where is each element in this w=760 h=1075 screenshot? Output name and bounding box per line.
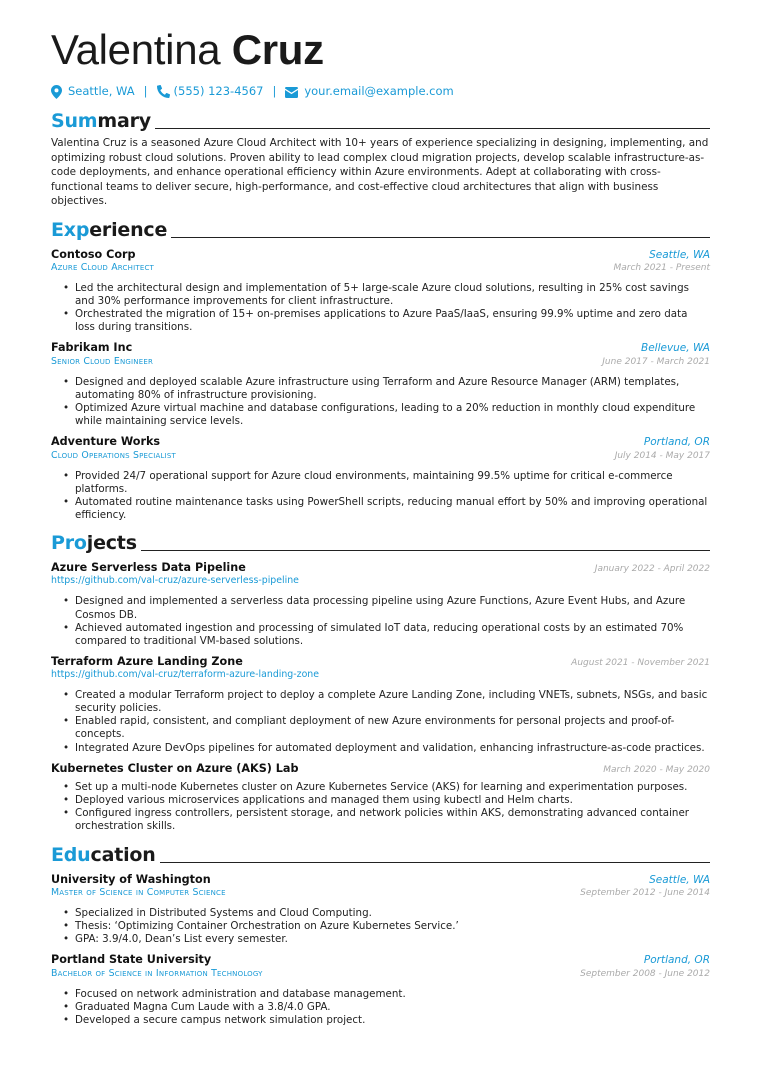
list-item: • Designed and implemented a serverless data processing pipeline using Azure Functions, Azure Event Hubs, and Azure Cosmos DB.	[75, 595, 710, 621]
entry-location: Portland, OR	[643, 436, 710, 449]
list-item: • Provided 24/7 operational support for Azure cloud environments, maintaining 99.5% uptime for critical e-commerce platforms.	[75, 470, 710, 496]
project-entry	[51, 560, 710, 648]
section-title: Summary	[51, 110, 151, 132]
entry-dates: July 2014 - May 2017	[614, 450, 710, 461]
list-item: • Configured ingress controllers, persistent storage, and network policies within AKS, demonstrating advanced container orchestration skills.	[75, 807, 710, 833]
map-marker-icon	[51, 85, 63, 99]
experience-section	[51, 219, 710, 522]
location-text: Seattle, WA	[68, 84, 135, 99]
list-item: • Created a modular Terraform project to deploy a complete Azure Landing Zone, including VNETs, subnets, NSGs, and basic security policies.	[75, 689, 710, 715]
job-title: Senior Cloud Engineer	[51, 355, 154, 367]
job-title: Cloud Operations Specialist	[51, 449, 176, 461]
list-item: • Automated routine maintenance tasks using PowerShell scripts, reducing manual effort by 50% and improving operational efficiency.	[75, 496, 710, 522]
section-rule	[171, 237, 710, 238]
contact-line	[51, 84, 710, 100]
entry-location: Bellevue, WA	[640, 342, 710, 355]
entry-dates: March 2021 - Present	[613, 262, 710, 273]
list-item: • Thesis: ‘Optimizing Container Orchestration on Azure Kubernetes Service.’	[75, 920, 710, 933]
project-name: Azure Serverless Data Pipeline	[51, 560, 246, 574]
experience-entry	[51, 247, 710, 335]
projects-section	[51, 532, 710, 834]
phone-text[interactable]: (555) 123-4567	[173, 84, 264, 99]
bullet-list	[51, 376, 710, 428]
list-item: • Orchestrated the migration of 15+ on-premises applications to Azure PaaS/IaaS, ensuring 99.9% uptime and zero data loss during transitions.	[75, 308, 710, 334]
project-entry	[51, 654, 710, 755]
school-name: Portland State University	[51, 953, 212, 967]
list-item: • Developed a secure campus network simulation project.	[75, 1014, 710, 1027]
contact-location	[51, 84, 135, 100]
degree-name: Master of Science in Computer Science	[51, 886, 226, 898]
company-name: Fabrikam Inc	[51, 341, 133, 355]
project-name: Kubernetes Cluster on Azure (AKS) Lab	[51, 761, 299, 775]
bullet-list	[51, 282, 710, 334]
bullet-list	[51, 781, 710, 833]
bullet-list	[51, 470, 710, 522]
list-item: • Enabled rapid, consistent, and compliant deployment of new Azure environments for personal projects and proof-of-concepts.	[75, 715, 710, 741]
section-rule	[141, 550, 710, 551]
education-section	[51, 844, 710, 1027]
resume-page	[51, 24, 710, 1027]
contact-separator: |	[143, 84, 148, 99]
entry-dates: June 2017 - March 2021	[602, 356, 710, 367]
list-item: • Focused on network administration and database management.	[75, 988, 710, 1001]
entry-dates: March 2020 - May 2020	[603, 764, 710, 775]
email-link[interactable]: your.email@example.com	[304, 84, 454, 99]
section-heading	[51, 844, 710, 866]
list-item: • Led the architectural design and implementation of 5+ large-scale Azure cloud solutions, resulting in 25% cost savings and 30% performance improvements for client infrastructure.	[75, 282, 710, 308]
section-title: Projects	[51, 531, 137, 554]
list-item: • Optimized Azure virtual machine and database configurations, leading to a 20% reduction in monthly cloud expenditure while maintaining service levels.	[75, 402, 710, 428]
company-name: Contoso Corp	[51, 247, 136, 261]
entry-dates: January 2022 - April 2022	[594, 563, 710, 574]
education-entry	[51, 952, 710, 1027]
entry-location: Seattle, WA	[649, 248, 710, 261]
project-name: Terraform Azure Landing Zone	[51, 654, 243, 668]
candidate-name	[51, 24, 710, 76]
contact-phone[interactable]	[157, 84, 264, 100]
last-name: Cruz	[231, 26, 324, 73]
entry-dates: September 2008 - June 2012	[580, 968, 710, 979]
summary-section	[51, 110, 710, 209]
bullet-list	[51, 595, 710, 647]
contact-separator: |	[272, 84, 277, 99]
project-entry	[51, 761, 710, 834]
section-rule	[160, 862, 710, 863]
section-heading	[51, 219, 710, 241]
school-name: University of Washington	[51, 872, 211, 886]
summary-text: Valentina Cruz is a seasoned Azure Cloud Architect with 10+ years of experience specializing in designing, implementing, and optimizing robust cloud solutions. Proven ability to lead complex cloud migration projects, develop scalable infrastructure-as-code deployments, and enhance operational efficiency within Azure environments. Adept at collaborating with cross-functional teams to deliver secure, high-performance, and cost-effective cloud architectures that align with business objectives.	[51, 137, 709, 207]
list-item: • Designed and deployed scalable Azure infrastructure using Terraform and Azure Resource Manager (ARM) templates, automating 80% of infrastructure provisioning.	[75, 376, 710, 402]
first-name: Valentina	[51, 26, 221, 73]
education-entry	[51, 872, 710, 947]
list-item: • Deployed various microservices applications and managed them using kubectl and Helm charts.	[75, 794, 710, 807]
bullet-list	[51, 689, 710, 754]
experience-entry	[51, 340, 710, 428]
section-title: Experience	[51, 218, 168, 241]
section-rule	[155, 128, 710, 129]
project-link[interactable]: https://github.com/val-cruz/terraform-azure-landing-zone	[51, 669, 320, 681]
degree-name: Bachelor of Science in Information Technology	[51, 967, 263, 979]
project-link[interactable]: https://github.com/val-cruz/azure-serverless-pipeline	[51, 575, 299, 587]
bullet-list	[51, 988, 710, 1027]
experience-entry	[51, 434, 710, 522]
list-item: • Set up a multi-node Kubernetes cluster on Azure Kubernetes Service (AKS) for learning and experimentation purposes.	[75, 781, 710, 794]
section-title: Education	[51, 843, 156, 866]
entry-dates: August 2021 - November 2021	[571, 657, 710, 668]
section-heading	[51, 110, 710, 132]
bullet-list	[51, 907, 710, 946]
entry-dates: September 2012 - June 2014	[580, 887, 710, 898]
entry-location: Portland, OR	[643, 954, 710, 967]
list-item: • Graduated Magna Cum Laude with a 3.8/4.0 GPA.	[75, 1001, 710, 1014]
list-item: • Achieved automated ingestion and processing of simulated IoT data, reducing operational costs by an estimated 70% compared to traditional VM-based solutions.	[75, 622, 710, 648]
entry-location: Seattle, WA	[649, 873, 710, 886]
list-item: • Integrated Azure DevOps pipelines for automated deployment and validation, enhancing infrastructure-as-code practices.	[75, 742, 710, 755]
company-name: Adventure Works	[51, 435, 161, 449]
job-title: Azure Cloud Architect	[51, 261, 155, 273]
list-item: • GPA: 3.9/4.0, Dean’s List every semester.	[75, 933, 710, 946]
phone-icon	[157, 85, 169, 99]
contact-email[interactable]	[285, 84, 453, 100]
section-heading	[51, 532, 710, 554]
envelope-icon	[285, 85, 299, 99]
list-item: • Specialized in Distributed Systems and Cloud Computing.	[75, 907, 710, 920]
